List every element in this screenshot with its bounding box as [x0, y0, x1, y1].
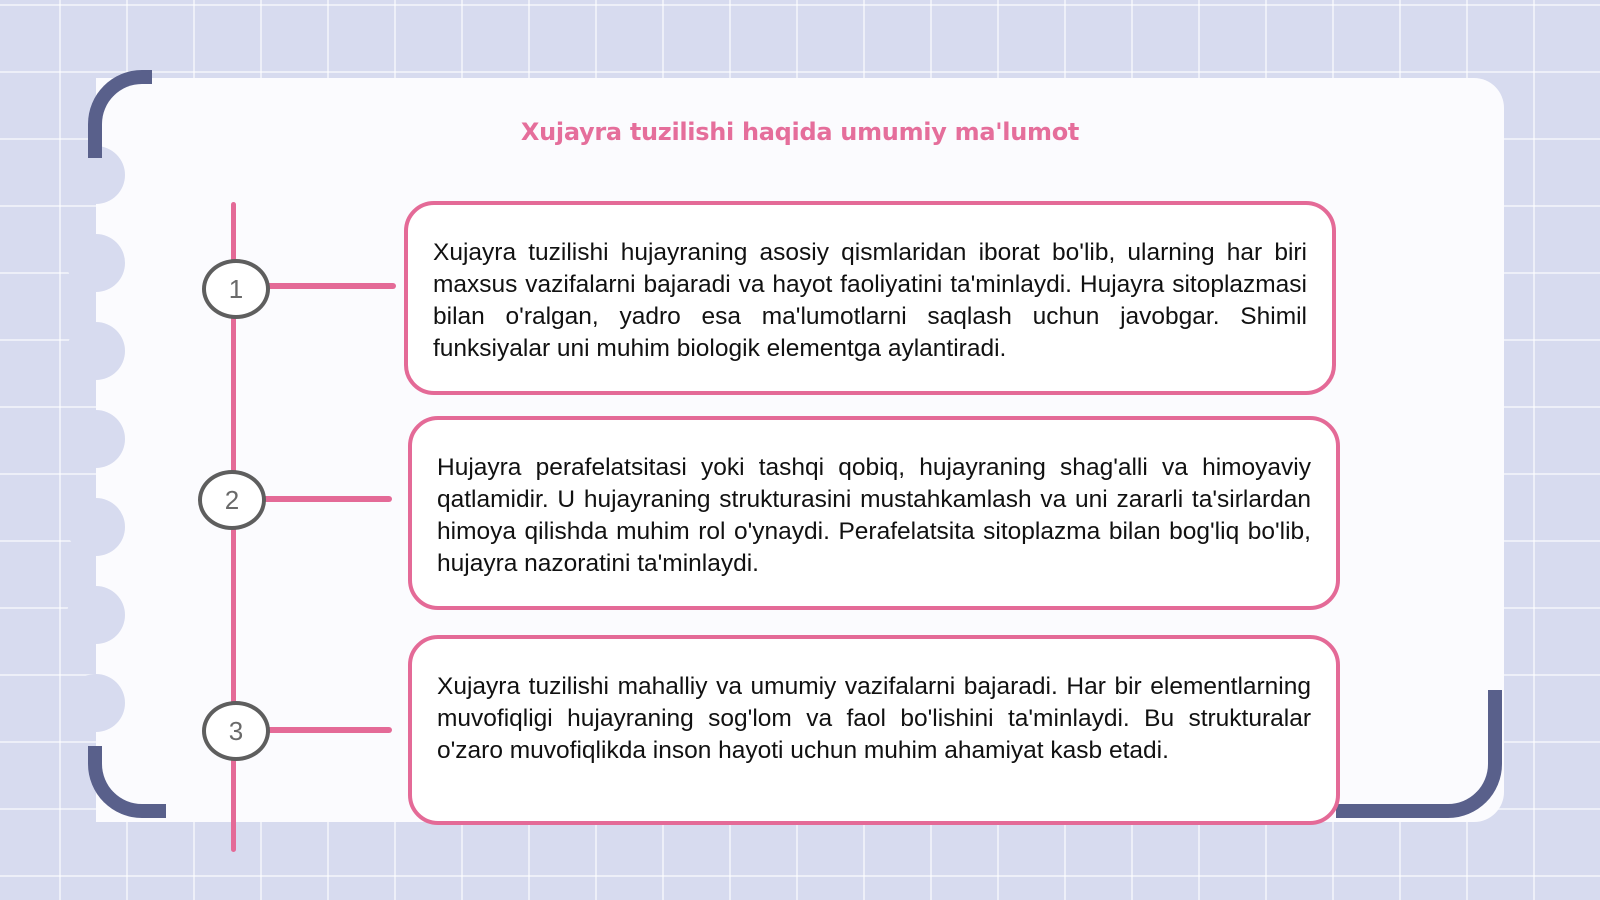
paper-scallop — [67, 234, 125, 292]
info-card-2-text: Hujayra perafelatsitasi yoki tashqi qobiq, hujayraning shag'alli va himoyaviy qatlamidir. U hujayraning strukturasini mustahkamlash va uni zararli ta'sirlardan himoya qilishda muhim rol o'ynaydi. Perafelatsita sitoplazma bilan bog'liq bo'lib, hujayra nazoratini ta'minlaydi. — [437, 454, 1311, 577]
step-number-1: 1 — [202, 259, 270, 319]
timeline-connector-1 — [262, 283, 396, 289]
corner-bracket-bottom-right — [1336, 690, 1502, 818]
paper-scallop — [67, 674, 125, 732]
info-card-3 — [408, 635, 1340, 825]
step-number-2: 2 — [198, 470, 266, 530]
info-card-2 — [408, 416, 1340, 610]
info-card-1-text: Xujayra tuzilishi hujayraning asosiy qismlaridan iborat bo'lib, ularning har biri maxsus vazifalarni bajaradi va hayot faoliyatini ta'minlaydi. Hujayra sitoplazmasi bilan o'ralgan, yadro esa ma'lumotlarni saqlash uchun javobgar. Shimil funksiyalar uni muhim biologik elementga aylantiradi. — [433, 239, 1307, 362]
info-card-3-text: Xujayra tuzilishi mahalliy va umumiy vazifalarni bajaradi. Har bir elementlarning muvofiqligi hujayraning sog'lom va faol bo'lishini ta'minlaydi. Bu strukturalar o'zaro muvofiqlikda inson hayoti uchun muhim ahamiyat kasb etadi. — [437, 673, 1311, 764]
paper-scallop — [67, 586, 125, 644]
paper-scallop — [67, 410, 125, 468]
paper-scallop — [67, 498, 125, 556]
step-number-3: 3 — [202, 701, 270, 761]
timeline-connector-3 — [262, 727, 392, 733]
slide-title: Xujayra tuzilishi haqida umumiy ma'lumot — [520, 118, 1080, 146]
timeline-connector-2 — [262, 496, 392, 502]
paper-scallop — [67, 322, 125, 380]
info-card-1 — [404, 201, 1336, 395]
